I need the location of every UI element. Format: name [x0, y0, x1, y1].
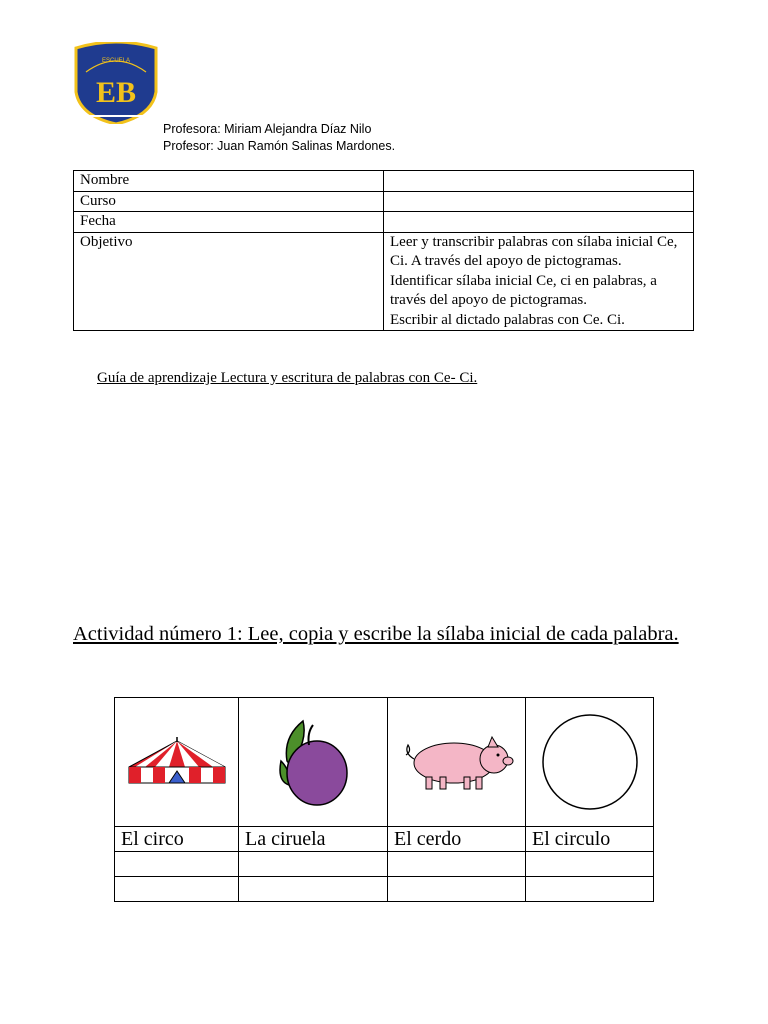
plum-icon: [273, 715, 353, 809]
activity-title: Actividad número 1: Lee, copia y escribe la sílaba inicial de cada palabra.: [73, 623, 679, 645]
school-logo: [72, 42, 160, 124]
activity-table: [114, 697, 654, 902]
student-info-table: [73, 170, 694, 331]
syllable-cell[interactable]: [239, 877, 388, 902]
syllable-cell[interactable]: [115, 877, 239, 902]
circus-tent-icon: [125, 737, 229, 787]
objective-line-2: Identificar sílaba inicial Ce, ci en palabras, a través del apoyo de pictogramas.: [390, 272, 657, 308]
field-nombre[interactable]: [384, 171, 694, 192]
teacher-2: Profesor: Juan Ramón Salinas Mardones.: [163, 139, 396, 153]
syllable-cell[interactable]: [526, 877, 654, 902]
svg-text:ESCUELA: ESCUELA: [101, 58, 131, 64]
word-ciruela: La ciruela: [239, 827, 388, 852]
objective-line-3: Escribir al dictado palabras con Ce. Ci.: [390, 311, 625, 328]
pictogram-cell: [115, 698, 239, 827]
table-row: [74, 232, 694, 331]
pictogram-row: [115, 698, 654, 827]
syllable-row: [115, 877, 654, 902]
field-curso[interactable]: [384, 191, 694, 212]
label-curso: Curso: [74, 191, 384, 212]
copy-cell[interactable]: [239, 852, 388, 877]
pig-icon: [396, 731, 518, 793]
syllable-cell[interactable]: [388, 877, 526, 902]
word-circo: El circo: [115, 827, 239, 852]
word-cerdo: El cerdo: [388, 827, 526, 852]
word-circulo: El circulo: [526, 827, 654, 852]
copy-cell[interactable]: [526, 852, 654, 877]
field-fecha[interactable]: [384, 212, 694, 233]
teacher-1: Profesora: Miriam Alejandra Díaz Nilo: [163, 122, 372, 136]
label-objetivo: Objetivo: [74, 232, 384, 331]
table-row: [74, 212, 694, 233]
pictogram-cell: [239, 698, 388, 827]
label-nombre: Nombre: [74, 171, 384, 192]
label-fecha: Fecha: [74, 212, 384, 233]
guide-title: Guía de aprendizaje Lectura y escritura de palabras con Ce- Ci.: [97, 370, 478, 386]
pictogram-cell: [388, 698, 526, 827]
pictogram-cell: [526, 698, 654, 827]
table-row: [74, 191, 694, 212]
word-row: [115, 827, 654, 852]
objective-line-1: Leer y transcribir palabras con sílaba inicial Ce, Ci. A través del apoyo de pictogramas.: [390, 233, 678, 269]
svg-text:EB: EB: [95, 76, 137, 109]
copy-cell[interactable]: [388, 852, 526, 877]
copy-row: [115, 852, 654, 877]
teacher-names: [163, 121, 395, 155]
copy-cell[interactable]: [115, 852, 239, 877]
table-row: [74, 171, 694, 192]
circle-icon: [540, 712, 640, 812]
objective-text: [384, 232, 694, 331]
